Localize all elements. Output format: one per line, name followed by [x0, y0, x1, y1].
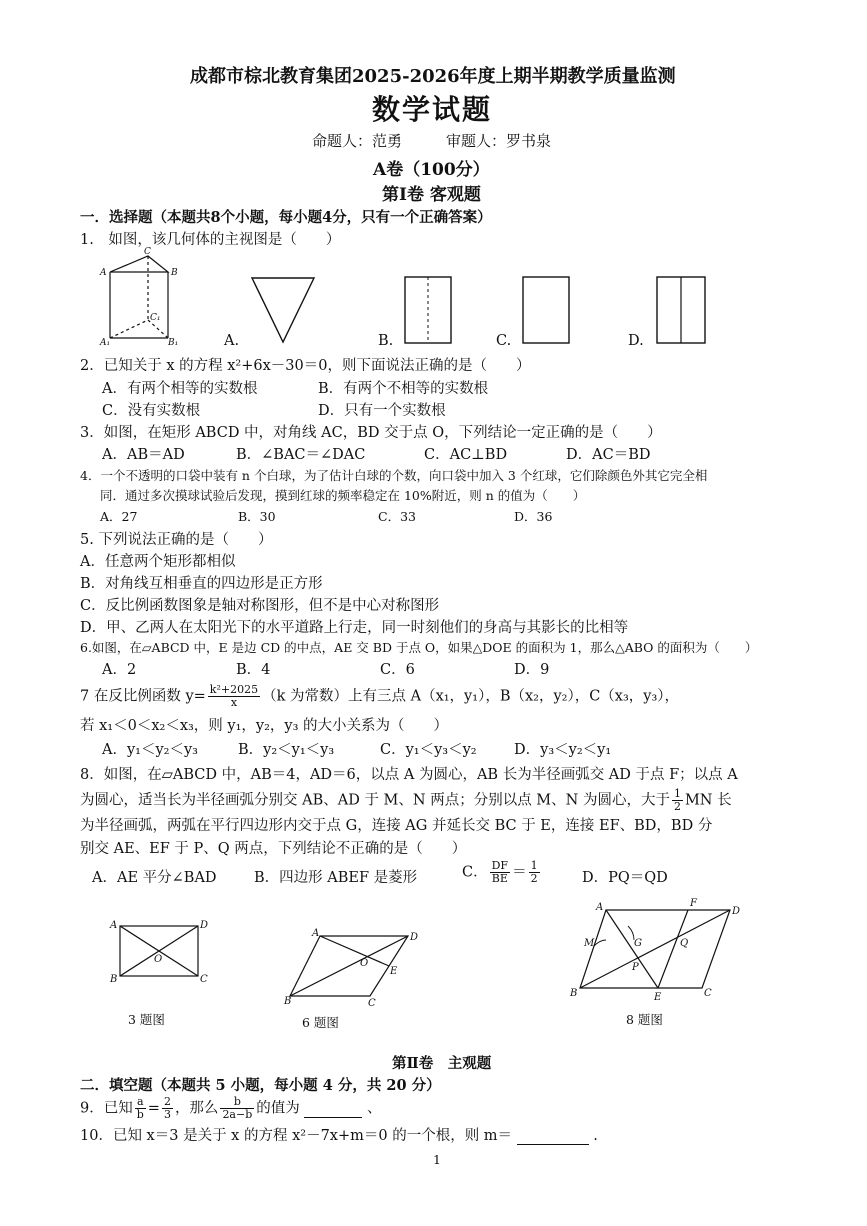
q9-r-den: 3	[163, 1108, 171, 1121]
q9-mid: ，那么	[174, 1100, 219, 1117]
fig8-label-d: D	[732, 906, 741, 917]
fig6-caption: 6 题图	[302, 1015, 339, 1030]
q8-c-eq: ＝	[512, 864, 527, 881]
q8-c-rnum: 1	[530, 859, 538, 872]
q8-c-ratio	[529, 860, 540, 885]
q4-option-a[interactable]: A．27	[100, 509, 138, 524]
q6-option-a[interactable]: A．2	[102, 662, 137, 678]
q7-option-a[interactable]: A．y₁＜y₂＜y₃	[102, 742, 198, 758]
q4-stem-line1: 4．一个不透明的口袋中装有 n 个白球，为了估计白球的个数，向口袋中加入 3 个红球，它们除颜色外其它完全相	[80, 468, 708, 483]
q2-stem: 2．已知关于 x 的方程 x²+6x－30＝0，则下面说法正确的是（ ）	[80, 358, 531, 374]
q7-frac-den: x	[230, 696, 238, 709]
q3-option-a[interactable]: A．AB＝AD	[102, 447, 185, 463]
q8-option-a[interactable]: A．AE 平分∠BAD	[92, 870, 217, 886]
q6-stem: 6.如图，在▱ABCD 中，E 是边 CD 的中点，AE 交 BD 于点 O，如果△DOE 的面积为 1，那么△ABO 的面积为（ ）	[80, 640, 758, 655]
fig8-label-c: C	[704, 988, 712, 999]
fig8-caption: 8 题图	[626, 1012, 663, 1027]
q4-option-c[interactable]: C．33	[378, 509, 416, 524]
q1-option-d-rect-solid	[656, 276, 706, 344]
q5-stem: 5. 下列说法正确的是（ ）	[80, 532, 273, 548]
q1-stem: 1. 如图，该几何体的主视图是（ ）	[80, 232, 341, 248]
q6-option-c[interactable]: C．6	[380, 662, 415, 678]
fig8-label-g: G	[634, 938, 642, 949]
fig6-label-b: B	[284, 996, 292, 1007]
q8-option-c[interactable]	[462, 860, 542, 885]
q7-frac-num: k²+2025	[209, 683, 259, 696]
q10-tail: .	[593, 1128, 598, 1144]
fig1-label-a: A	[100, 268, 107, 278]
q2-option-a[interactable]: A．有两个相等的实数根	[102, 381, 258, 397]
q9-tail: 、	[366, 1100, 382, 1117]
fig3-label-a: A	[110, 920, 118, 931]
fig8-label-a: A	[596, 902, 604, 913]
q9-post: 的值为	[256, 1100, 300, 1117]
q1-solid-figure	[98, 247, 188, 348]
q8-line2-a: 为圆心，适当长为半径画弧分别交 AB、AD 于 M、N 两点；分别以点 M、N 为圆心，大于	[80, 792, 670, 809]
prism-drawing	[110, 256, 168, 338]
q7-line1	[80, 684, 679, 709]
q8-c-num: DF	[491, 859, 509, 872]
q8-half-num: 1	[673, 787, 681, 800]
q4-option-b[interactable]: B．30	[238, 509, 276, 524]
subject-title: 数学试题	[372, 93, 493, 126]
q4-stem-line2: 同．通过多次摸球试验后发现，摸到红球的频率稳定在 10%附近，则 n 的值为（ ）	[100, 488, 586, 503]
q9-f-num: b	[220, 1096, 254, 1109]
q8-c-rden: 2	[530, 872, 538, 885]
q8-c-den: BE	[491, 872, 508, 885]
q1-option-c-rect	[522, 276, 570, 344]
section2-heading: 二．填空题（本题共 5 小题，每小题 4 分，共 20 分）	[80, 1077, 441, 1094]
q7-fraction	[208, 684, 260, 709]
fig8-label-f: F	[690, 898, 697, 909]
q8-line1: 8．如图，在▱ABCD 中，AB＝4，AD＝6，以点 A 为圆心，AB 长为半径画弧交 AD 于点 F；以点 A	[80, 767, 738, 783]
part2-heading: 第Ⅱ卷 主观题	[392, 1055, 492, 1072]
q5-option-a[interactable]: A．任意两个矩形都相似	[80, 554, 236, 570]
fig6-label-d: D	[410, 932, 419, 943]
part1-heading: 第Ⅰ卷 客观题	[382, 185, 481, 205]
fig8-label-b: B	[570, 988, 578, 999]
fig8-label-e: E	[654, 992, 662, 1003]
q9-eq: =	[147, 1100, 160, 1117]
q2-option-d[interactable]: D．只有一个实数根	[318, 403, 446, 419]
q9-b: b	[136, 1108, 144, 1121]
q10-line	[80, 1124, 598, 1145]
q7-line2: 若 x₁＜0＜x₂＜x₃，则 y₁，y₂，y₃ 的大小关系为（ ）	[80, 718, 449, 734]
q8-line2-b: MN 长	[684, 792, 732, 809]
fig1-label-b1: B₁	[168, 338, 179, 348]
fig8-label-m: M	[584, 938, 595, 949]
q2-option-b[interactable]: B．有两个不相等的实数根	[318, 381, 489, 397]
q7-option-d[interactable]: D．y₃＜y₂＜y₁	[514, 742, 612, 758]
q8-option-b[interactable]: B．四边形 ABEF 是菱形	[254, 870, 418, 886]
q1-option-d-label[interactable]: D.	[628, 333, 644, 349]
fig3-rectangle-diagram	[108, 918, 208, 988]
fig8-label-q: Q	[680, 938, 689, 949]
q8-half-fraction	[672, 788, 683, 813]
reviewer-line: 审题人：罗书泉	[446, 132, 552, 150]
fig3-label-c: C	[200, 974, 208, 985]
q9-ab-fraction	[135, 1096, 146, 1121]
q2-option-c[interactable]: C．没有实数根	[102, 403, 201, 419]
q8-option-d[interactable]: D．PQ＝QD	[582, 870, 668, 886]
q9-a: a	[135, 1096, 146, 1109]
fig6-label-a: A	[312, 928, 320, 939]
q5-option-c[interactable]: C．反比例函数图象是轴对称图形，但不是中心对称图形	[80, 598, 440, 614]
q6-option-b[interactable]: B．4	[236, 662, 271, 678]
q7-pre: 7 在反比例函数 y=	[80, 688, 206, 705]
fig6-label-e: E	[390, 966, 398, 977]
fig3-label-d: D	[200, 920, 209, 931]
page-number: 1	[433, 1152, 441, 1167]
exam-title: 成都市棕北教育集团2025-2026年度上期半期教学质量监测	[190, 66, 676, 87]
q8-half-den: 2	[673, 800, 681, 813]
fig1-label-b: B	[171, 268, 178, 278]
q9-answer-blank[interactable]	[304, 1101, 362, 1118]
q7-post: （k 为常数）上有三点 A（x₁，y₁），B（x₂，y₂），C（x₃，y₃），	[262, 688, 680, 705]
fig6-parallelogram-diagram	[282, 926, 422, 1009]
q8-line2	[80, 788, 732, 813]
fig8-construction-diagram	[570, 896, 750, 1006]
q3-stem: 3．如图，在矩形 ABCD 中，对角线 AC，BD 交于点 O，下列结论一定正确的是（ ）	[80, 425, 662, 441]
q5-option-b[interactable]: B．对角线互相垂直的四边形是正方形	[80, 576, 323, 592]
q9-r-num: 2	[163, 1095, 171, 1108]
fig3-label-b: B	[110, 974, 118, 985]
q3-option-c[interactable]: C．AC⊥BD	[424, 447, 508, 463]
volume-a-heading: A卷（100分）	[373, 160, 490, 180]
q4-option-d[interactable]: D．36	[514, 509, 553, 524]
q8-c-pre: C．	[462, 864, 488, 881]
q6-option-d[interactable]: D．9	[514, 662, 550, 678]
fig1-label-a1: A₁	[100, 338, 111, 348]
setter-line: 命题人：范勇	[312, 132, 403, 150]
q9-f-den: 2a−b	[222, 1108, 253, 1121]
fig1-label-c: C	[144, 247, 151, 257]
fig6-label-o: O	[360, 958, 369, 969]
q3-option-d[interactable]: D．AC＝BD	[566, 447, 651, 463]
q10-answer-blank[interactable]	[517, 1128, 589, 1145]
fig6-label-c: C	[368, 998, 376, 1009]
q8-c-fraction	[490, 860, 510, 885]
q9-line	[80, 1096, 381, 1121]
q8-line3: 为半径画弧，两弧在平行四边形内交于点 G，连接 AG 并延长交 BC 于 E，连接 EF、BD，BD 分	[80, 818, 713, 834]
fig8-label-p: P	[632, 962, 639, 973]
q10-text: 10．已知 x＝3 是关于 x 的方程 x²－7x+m＝0 的一个根，则 m＝	[80, 1128, 513, 1144]
fig3-caption: 3 题图	[128, 1012, 165, 1027]
q9-target-fraction	[220, 1096, 254, 1121]
q9-ratio-fraction	[162, 1096, 173, 1121]
section1-heading: 一．选择题（本题共8个小题，每小题4分，只有一个正确答案）	[80, 209, 492, 226]
q1-option-b-rect-dashed	[404, 276, 452, 344]
q1-option-a-triangle	[250, 276, 316, 344]
q8-line4: 别交 AE、EF 于 P、Q 两点，下列结论不正确的是（ ）	[80, 841, 467, 857]
q9-pre: 9．已知	[80, 1100, 133, 1117]
q3-option-b[interactable]: B．∠BAC＝∠DAC	[236, 447, 366, 463]
fig1-label-c1: C₁	[150, 313, 161, 323]
q1-option-c-label[interactable]: C.	[496, 333, 512, 349]
q1-option-a-label[interactable]: A.	[224, 333, 240, 349]
q5-option-d[interactable]: D．甲、乙两人在太阳光下的水平道路上行走，同一时刻他们的身高与其影长的比相等	[80, 620, 629, 636]
q7-option-b[interactable]: B．y₂＜y₁＜y₃	[238, 742, 335, 758]
q7-option-c[interactable]: C．y₁＜y₃＜y₂	[380, 742, 477, 758]
q1-option-b-label[interactable]: B.	[378, 333, 394, 349]
fig3-label-o: O	[154, 954, 163, 965]
